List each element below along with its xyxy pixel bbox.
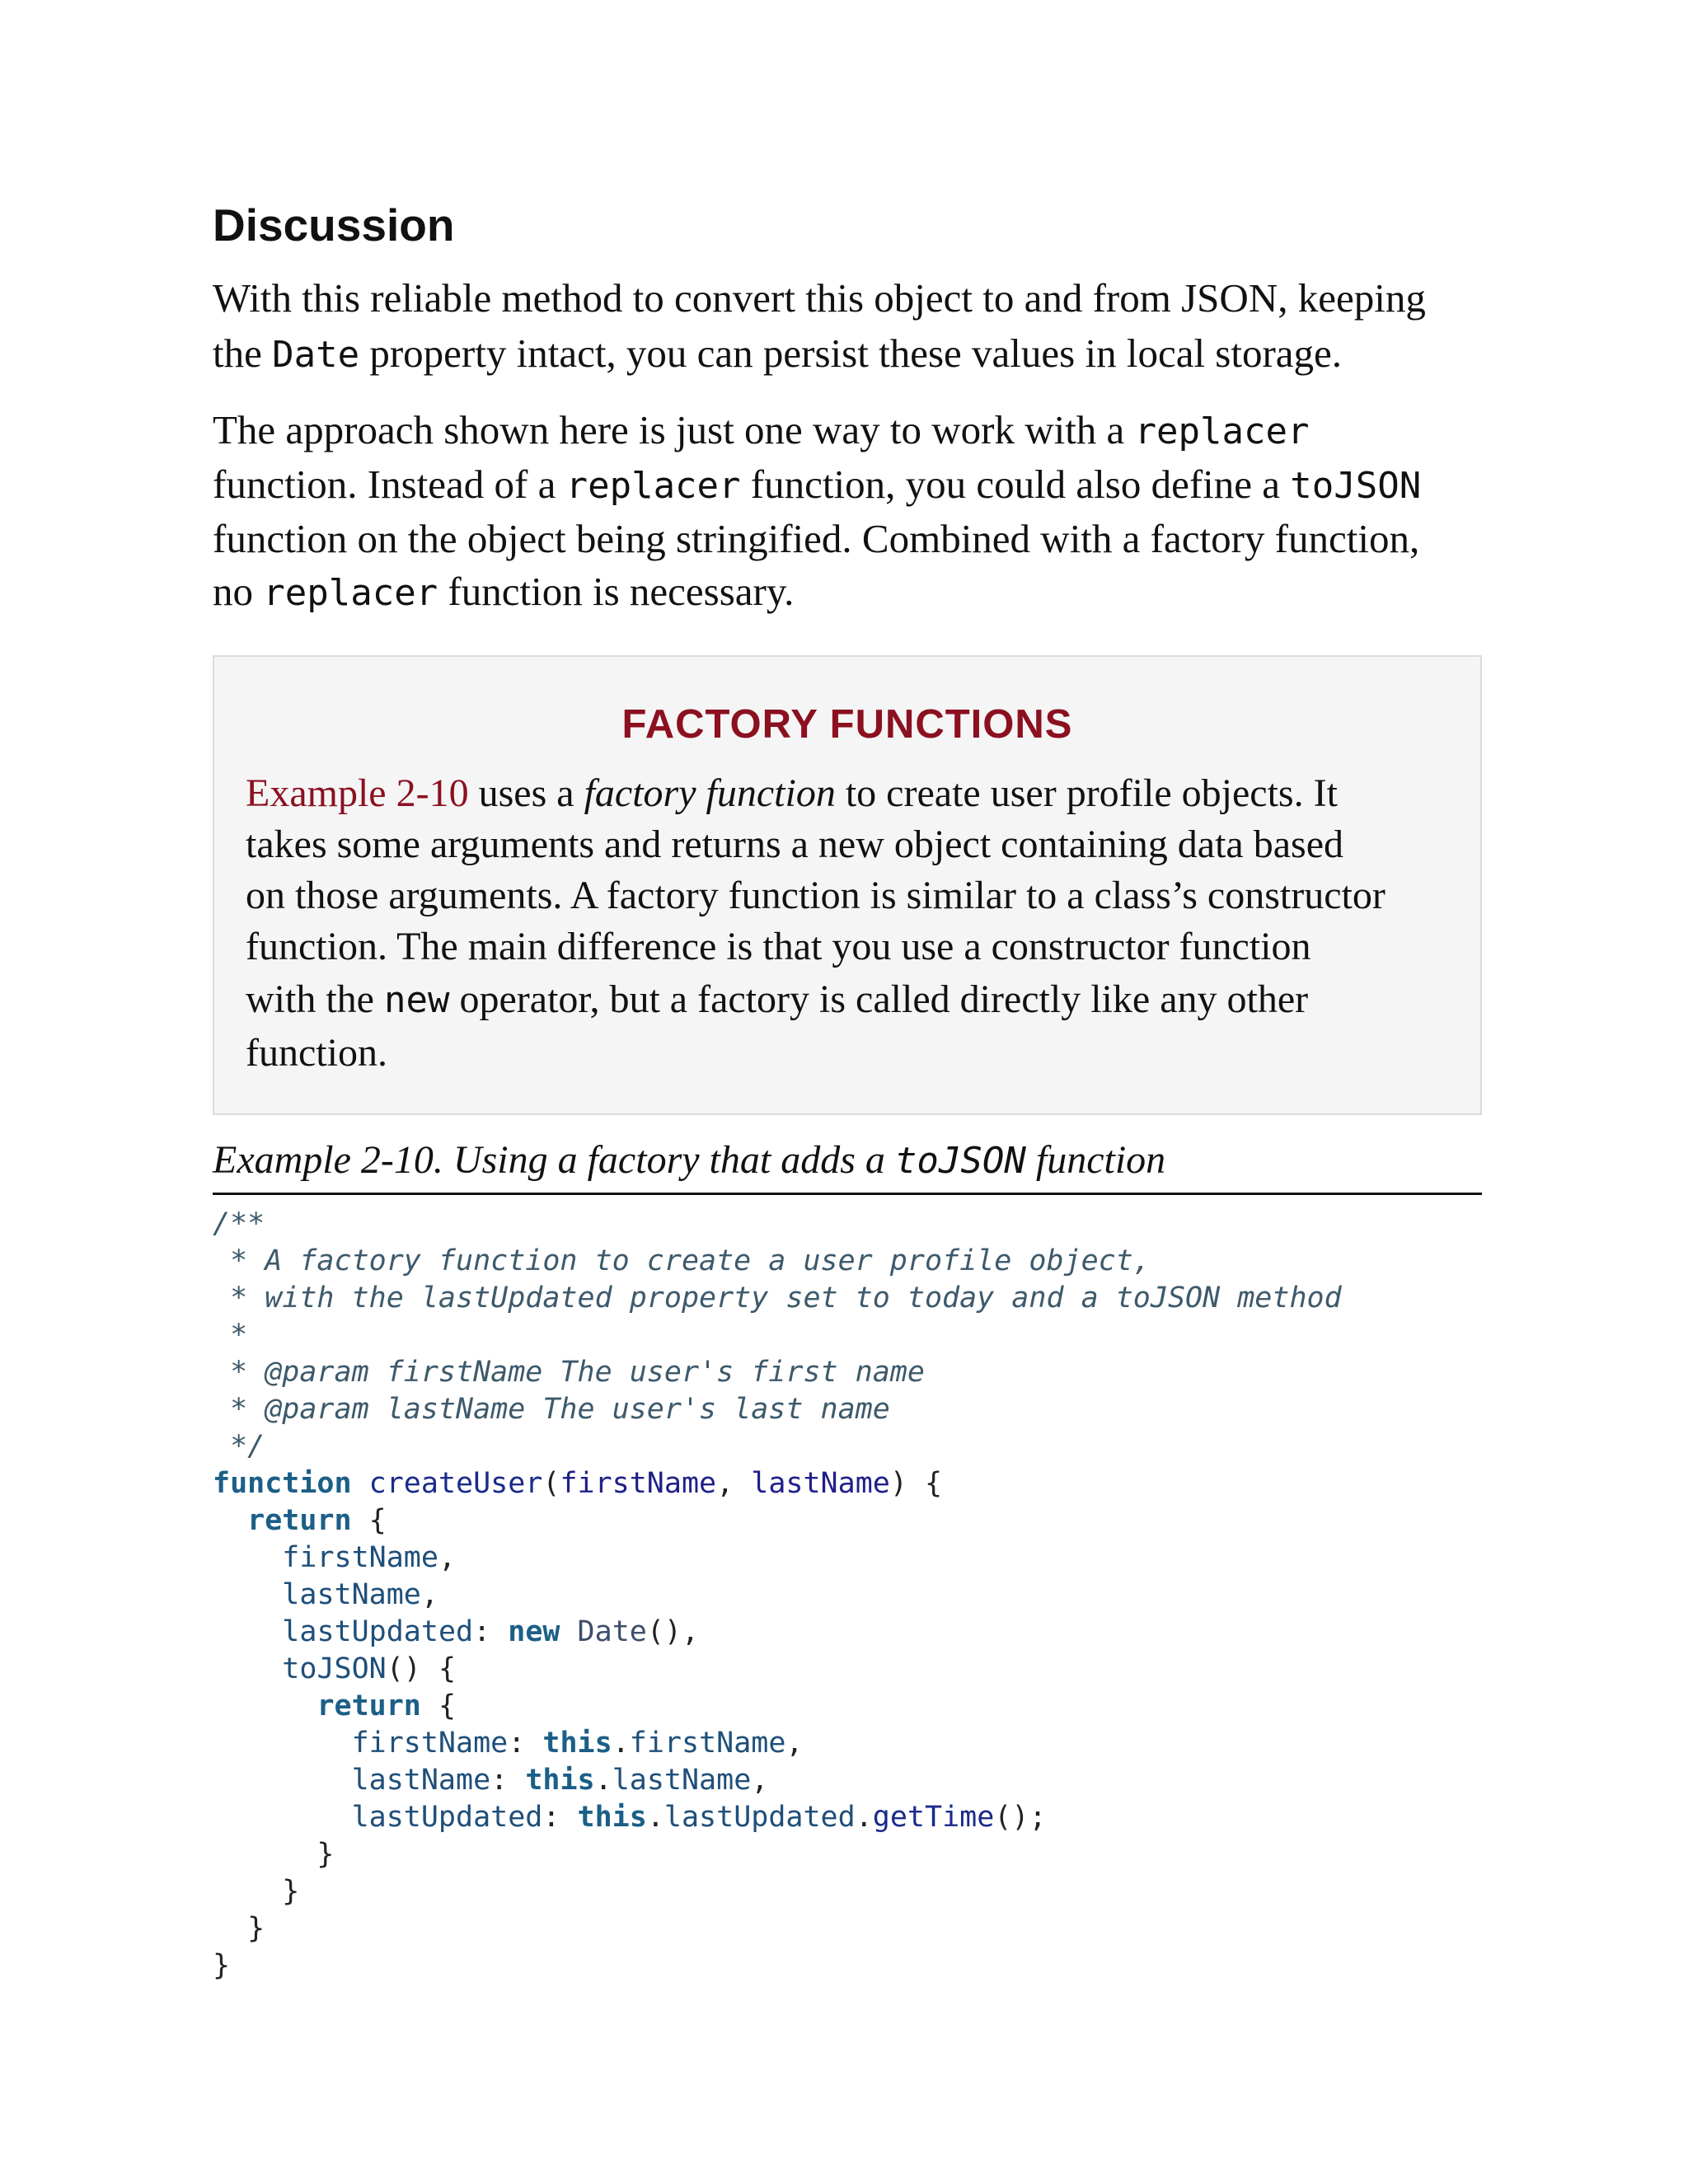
code-line: } <box>213 1875 300 1908</box>
code-keyword: this <box>577 1801 647 1834</box>
code-property: lastName <box>351 1764 491 1797</box>
inline-code: new <box>383 979 450 1021</box>
paragraph-discussion-1 <box>213 270 1426 382</box>
code-property: lastName <box>282 1578 421 1611</box>
text-run: The approach shown here is just one way to work with a <box>213 407 1135 452</box>
sidebar-body <box>246 768 1386 1079</box>
code-comment: /** <box>213 1207 265 1240</box>
code-comment: * with the lastUpdated property set to today and a toJSON method <box>213 1282 1342 1315</box>
code-line: return { <box>316 1690 457 1722</box>
text-run: function. Instead of a <box>213 462 566 507</box>
code-function-name: getTime <box>872 1801 995 1834</box>
code-keyword: new <box>508 1615 560 1648</box>
paragraph-line <box>213 565 1421 620</box>
text-run: Example 2-10. Using a factory that adds a <box>213 1138 895 1182</box>
sidebar-title: FACTORY FUNCTIONS <box>621 702 1073 747</box>
code-line: firstName, <box>282 1541 457 1574</box>
code-identifier: firstName <box>560 1467 717 1500</box>
code-property: lastUpdated <box>351 1801 543 1834</box>
text-run: uses a <box>468 771 584 815</box>
code-line: lastName: this.lastName, <box>351 1764 769 1797</box>
code-line <box>213 1206 1342 1243</box>
code-property: lastUpdated <box>282 1615 474 1648</box>
text-run: operator, but a factory is called directly like any other <box>449 977 1309 1021</box>
code-comment: * @param lastName The user's last name <box>213 1393 890 1426</box>
code-builtin: Date <box>577 1615 647 1648</box>
sidebar-line <box>246 768 1386 819</box>
code-comment: * <box>213 1319 248 1352</box>
text-run: the <box>213 330 273 376</box>
code-line: lastUpdated: new Date(), <box>282 1615 700 1648</box>
code-comment: */ <box>213 1430 265 1463</box>
text-run: function is necessary. <box>438 569 795 614</box>
code-line: firstName: this.firstName, <box>351 1727 804 1760</box>
sidebar-factory-functions <box>213 655 1482 1115</box>
text-run: function, you could also define a <box>740 462 1291 507</box>
inline-code: Date <box>272 334 360 376</box>
sidebar-line: on those arguments. A factory function is similar to a class’s constructor <box>246 874 1386 917</box>
code-listing <box>213 1206 1342 1985</box>
code-keyword: this <box>525 1764 595 1797</box>
emphasis: factory function <box>584 771 836 815</box>
text-run: to create user profile objects. It <box>835 771 1338 815</box>
text-run: no <box>213 569 264 614</box>
code-line: toJSON() { <box>282 1652 457 1685</box>
code-property: toJSON <box>282 1652 387 1685</box>
code-property: firstName <box>282 1541 438 1574</box>
paragraph-line <box>213 404 1421 458</box>
code-line: } <box>213 1949 231 1982</box>
paragraph-line: function on the object being stringified. Combined with a factory function, <box>213 516 1420 561</box>
inline-code: toJSON <box>894 1140 1026 1182</box>
code-line <box>213 1391 1342 1428</box>
sidebar-line: takes some arguments and returns a new object containing data based <box>246 823 1344 866</box>
code-identifier: lastName <box>751 1467 890 1500</box>
code-line: } <box>213 1838 335 1871</box>
code-line: lastName, <box>282 1578 438 1611</box>
code-line <box>213 1280 1342 1317</box>
code-line <box>213 1354 1342 1391</box>
paragraph-discussion-2 <box>213 404 1421 620</box>
code-keyword: return <box>247 1504 352 1537</box>
code-keyword: function <box>213 1467 352 1500</box>
code-property: firstName <box>351 1727 509 1760</box>
example-2-10-link[interactable]: Example 2-10 <box>246 771 469 815</box>
code-keyword: return <box>316 1690 421 1722</box>
code-line: lastUpdated: this.lastUpdated.getTime(); <box>351 1801 1047 1834</box>
sidebar-line: function. <box>246 1031 387 1075</box>
code-line <box>213 1428 1342 1465</box>
code-line: return { <box>247 1504 387 1537</box>
paragraph-line <box>213 458 1421 513</box>
example-caption <box>213 1136 1482 1195</box>
code-line: function createUser(firstName, lastName) { <box>213 1467 943 1500</box>
code-function-name: createUser <box>368 1467 543 1500</box>
inline-code: replacer <box>1134 410 1310 452</box>
text-run: property intact, you can persist these values in local storage. <box>359 330 1343 376</box>
code-line: } <box>213 1912 265 1945</box>
section-heading: Discussion <box>213 199 455 251</box>
code-property: lastUpdated <box>663 1801 856 1834</box>
code-line <box>213 1243 1342 1280</box>
code-keyword: this <box>542 1727 612 1760</box>
code-comment: * A factory function to create a user profile object, <box>213 1244 1151 1277</box>
inline-code: replacer <box>565 465 741 507</box>
text-run: with the <box>246 977 384 1021</box>
inline-code: toJSON <box>1290 465 1422 507</box>
paragraph-line: With this reliable method to convert this object to and from JSON, keeping <box>213 275 1426 321</box>
code-property: firstName <box>629 1727 786 1760</box>
code-comment: * @param firstName The user's first name <box>213 1356 925 1389</box>
code-line <box>213 1317 1342 1354</box>
text-run: function <box>1025 1138 1166 1182</box>
code-property: lastName <box>612 1764 752 1797</box>
inline-code: replacer <box>263 572 438 614</box>
sidebar-line <box>246 972 1386 1028</box>
sidebar-line: function. The main difference is that you use a constructor function <box>246 925 1311 968</box>
paragraph-line <box>213 326 1426 382</box>
